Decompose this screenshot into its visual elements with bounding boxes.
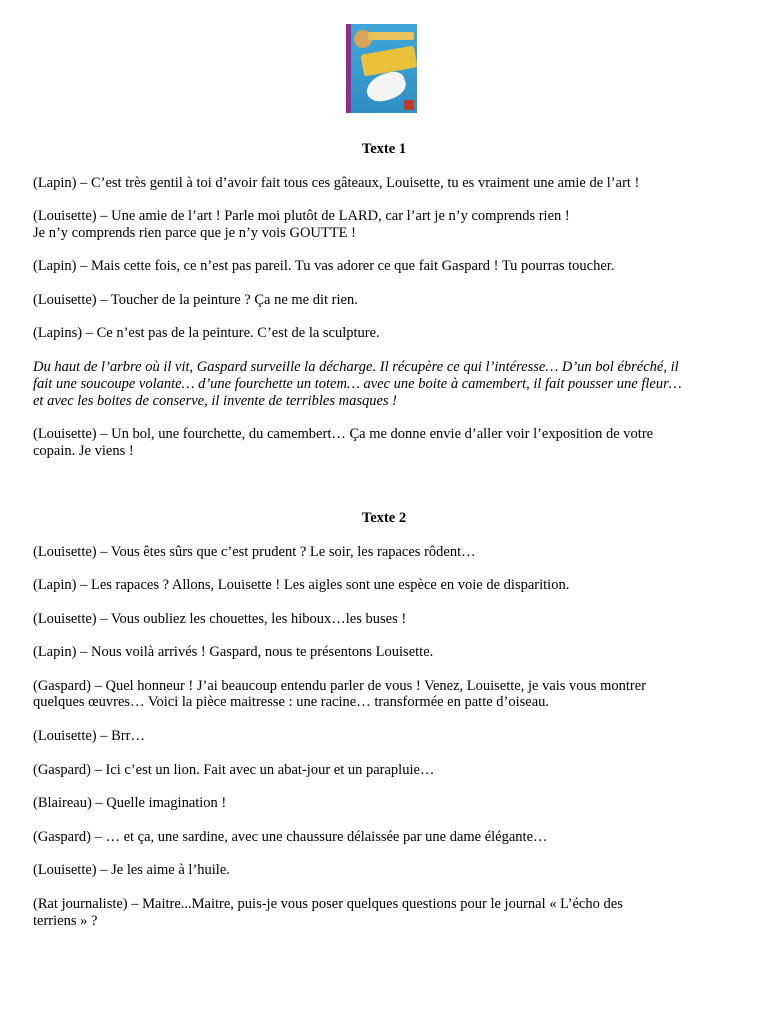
texte2-line: (Blaireau) – Quelle imagination ! [33,795,227,811]
texte1-title: Texte 1 [361,141,407,157]
publisher-logo-icon [404,100,414,110]
texte2-line: (Louisette) – Vous êtes sûrs que c’est prudent ? Le soir, les rapaces rôdent… [33,544,476,560]
texte1-line: (Lapins) – Ce n’est pas de la peinture. C’est de la sculpture. [33,325,380,341]
cover-banner [368,32,414,40]
texte1-line: (Louisette) – Un bol, une fourchette, du camembert… Ça me donne envie d’aller voir l’exposition de votre [33,426,654,442]
texte1-line: (Louisette) – Toucher de la peinture ? Ça ne me dit rien. [33,292,358,308]
book-cover-image [346,24,417,113]
texte2-line: (Lapin) – Les rapaces ? Allons, Louisette ! Les aigles sont une espèce en voie de disparition. [33,577,570,593]
texte2-line: (Lapin) – Nous voilà arrivés ! Gaspard, nous te présentons Louisette. [33,644,434,660]
texte1-narration-line: fait une soucoupe volante… d’une fourchette un totem… avec une boite à camembert, il fait pousser une fleur… [33,376,682,392]
texte1-line: Je n’y comprends rien parce que je n’y vois GOUTTE ! [33,225,356,241]
texte2-line: (Gaspard) – Quel honneur ! J’ai beaucoup entendu parler de vous ! Venez, Louisette, je vais vous montrer [33,678,646,694]
texte1-narration-line: Du haut de l’arbre où il vit, Gaspard surveille la décharge. Il récupère ce qui l’intéresse… D’un bol ébréché, il [33,359,679,375]
texte2-title: Texte 2 [361,510,407,526]
texte1-narration-line: et avec les boites de conserve, il invente de terribles masques ! [33,393,397,409]
texte2-line: terriens » ? [33,913,98,929]
texte2-line: (Gaspard) – … et ça, une sardine, avec une chaussure délaissée par une dame élégante… [33,829,548,845]
texte1-line: (Lapin) – C’est très gentil à toi d’avoir fait tous ces gâteaux, Louisette, tu es vraiment une amie de l’art ! [33,175,640,191]
texte1-line: copain. Je viens ! [33,443,134,459]
cover-spine [346,24,351,113]
texte2-line: (Gaspard) – Ici c’est un lion. Fait avec un abat-jour et un parapluie… [33,762,435,778]
texte2-line: (Louisette) – Brr… [33,728,145,744]
texte1-line: (Lapin) – Mais cette fois, ce n’est pas pareil. Tu vas adorer ce que fait Gaspard ! Tu pourras toucher. [33,258,615,274]
texte2-line: (Rat journaliste) – Maitre...Maitre, puis-je vous poser quelques questions pour le journal « L’écho des [33,896,623,912]
texte2-line: (Louisette) – Vous oubliez les chouettes, les hiboux…les buses ! [33,611,407,627]
texte1-line: (Louisette) – Une amie de l’art ! Parle moi plutôt de LARD, car l’art je n’y comprends rien ! [33,208,570,224]
texte2-line: quelques œuvres… Voici la pièce maitresse : une racine… transformée en patte d’oiseau. [33,694,550,710]
texte2-line: (Louisette) – Je les aime à l’huile. [33,862,230,878]
